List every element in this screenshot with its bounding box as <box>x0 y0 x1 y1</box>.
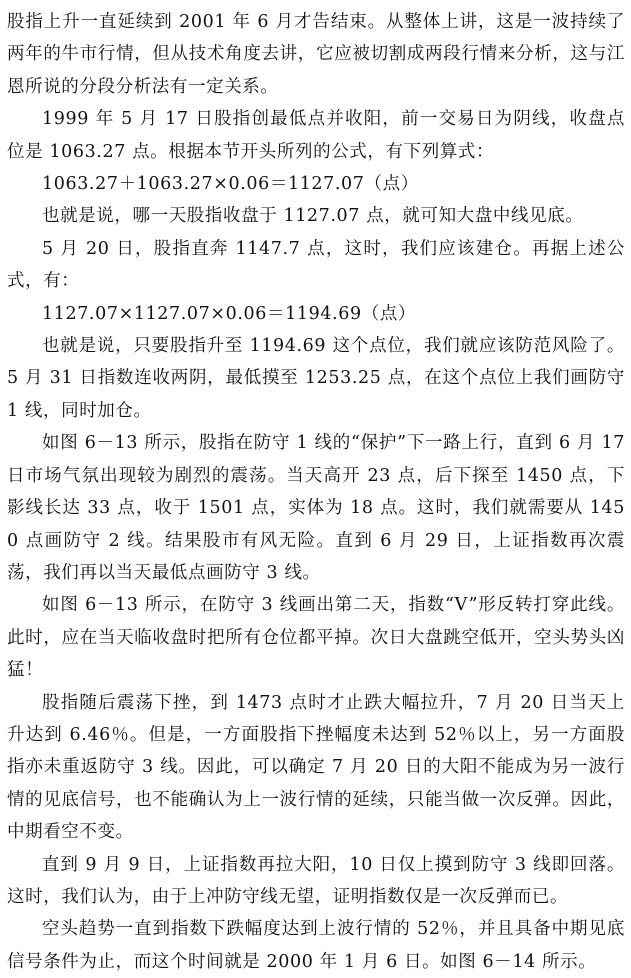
paragraph-3: 也就是说，哪一天股指收盘于 1127.07 点，就可知大盘中线见底。 <box>42 206 584 227</box>
paragraph-6: 如图 6－13 所示，股指在防守 1 线的“保护”下一路上行，直到 6 月 17 日市场气氛出现较为剧烈的震荡。当天高开 23 点，后下探至 1450 点，下影线长达 33 点，收于 1501 点，实体为 18 点。这时，我们就需要从 1450 点画防守 2 线。结果股市有风无险。直到 6 月 29 日，上证指数再次震荡，我们再以当天最低点画防守 3 线。 <box>7 433 625 583</box>
formula-2: 1127.07×1127.07×0.06＝1194.69（点） <box>42 303 416 324</box>
paragraph-8: 股指随后震荡下挫，到 1473 点时才止跌大幅拉升，7 月 20 日当天上升达到 6.46％。但是，一方面股指下挫幅度未达到 52％以上，另一方面股指亦未重返防守 3 线。因此，可以确定 7 月 20 日的大阳不能成为另一波行情的见底信号，也不能确认为上一波行情的延续，只能当做一次反弹。因此，中期看空不变。 <box>7 692 625 843</box>
paragraph-4: 5 月 20 日，股指直奔 1147.7 点，这时，我们应该建仓。再据上述公式，有： <box>7 238 625 292</box>
paragraph-5: 也就是说，只要股指升至 1194.69 这个点位，我们就应该防范风险了。5 月 31 日指数连收两阴，最低摸至 1253.25 点，在这个点位上我们画防守 1 线，同时加仓。 <box>7 336 625 421</box>
paragraph-9: 直到 9 月 9 日，上证指数再拉大阳，10 日仅上摸到防守 3 线即回落。这时，我们认为，由于上冲防守线无望，证明指数仅是一次反弹而已。 <box>7 854 625 907</box>
paragraph-10: 空头趋势一直到指数下跌幅度达到上波行情的 52％，并且具备中期见底信号条件为止，而这个时间就是 2000 年 1 月 6 日。如图 6－14 所示。 <box>7 919 625 972</box>
paragraph-1: 股指上升一直延续到 2001 年 6 月才告结束。从整体上讲，这是一波持续了两年的牛市行情，但从技术角度去讲，它应被切割成两段行情来分析，这与江恩所说的分段分析法有一定关系。 <box>7 12 625 97</box>
paragraph-2: 1999 年 5 月 17 日股指创最低点并收阳，前一交易日为阴线，收盘点位是 1063.27 点。根据本节开头所列的公式，有下列算式： <box>7 109 625 162</box>
formula-1: 1063.27＋1063.27×0.06＝1127.07（点） <box>42 174 419 195</box>
paragraph-7: 如图 6－13 所示，在防守 3 线画出第二天，指数“V”形反转打穿此线。此时，应在当天临收盘时把所有仓位都平掉。次日大盘跳空低开，空头势头凶猛！ <box>7 595 625 681</box>
